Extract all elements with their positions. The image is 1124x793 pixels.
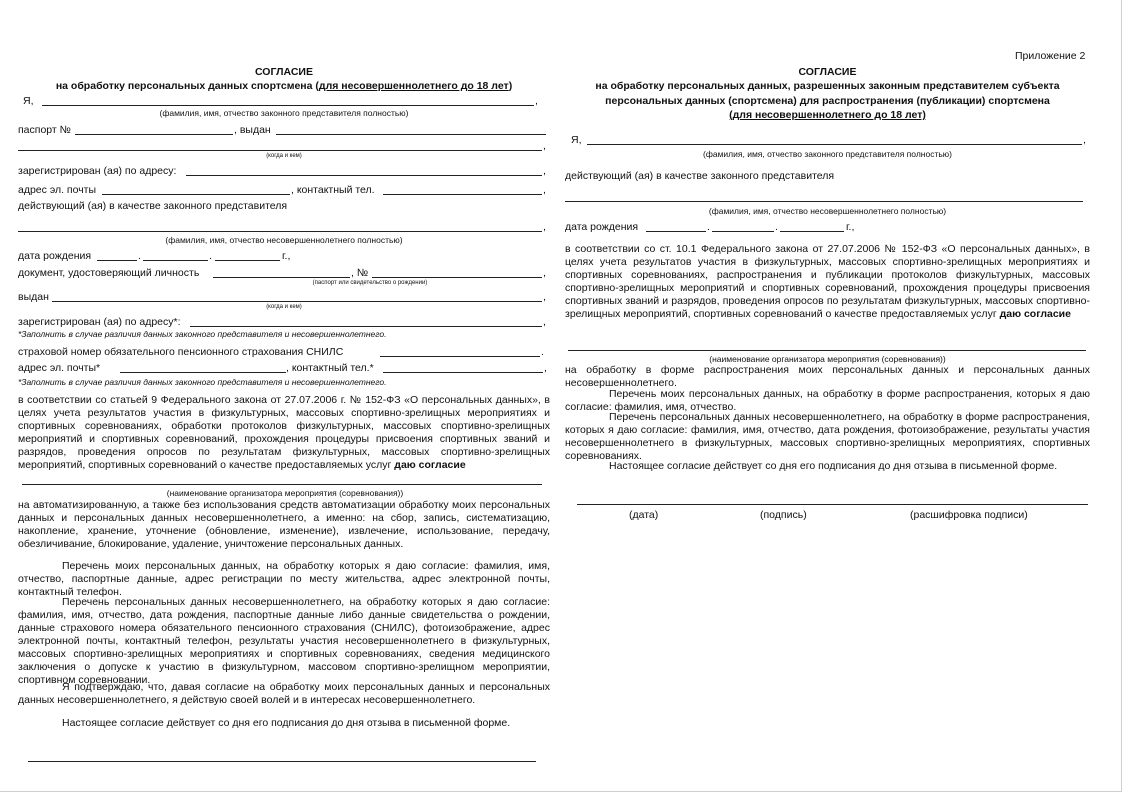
left-issued2-label: выдан bbox=[18, 291, 49, 303]
right-subtitle-3: (для несовершеннолетнего до 18 лет) bbox=[729, 109, 926, 121]
right-birth-label: дата рождения bbox=[565, 221, 639, 233]
right-sig-sign: (подпись) bbox=[760, 509, 807, 521]
left-email-field[interactable] bbox=[102, 194, 290, 195]
left-registered2-field[interactable] bbox=[190, 326, 542, 327]
right-fio-minor-field[interactable] bbox=[565, 201, 1083, 202]
right-sig-decode: (расшифровка подписи) bbox=[910, 509, 1028, 521]
left-org-field[interactable] bbox=[22, 484, 542, 485]
right-subtitle-1: на обработку персональных данных, разрешенных законным представителем субъекта bbox=[595, 80, 1060, 92]
left-phone-label: , контактный тел. bbox=[291, 184, 375, 196]
left-subtitle-prefix: на обработку персональных данных спортсмена ( bbox=[55, 80, 319, 92]
right-title: СОГЛАСИЕ bbox=[798, 66, 857, 78]
left-doc-label: документ, удостоверяющий личность bbox=[18, 267, 200, 279]
left-birth-month-field[interactable] bbox=[143, 260, 208, 261]
right-law-bold: даю согласие bbox=[999, 308, 1071, 320]
left-birth-day-field[interactable] bbox=[97, 260, 137, 261]
left-list2-paragraph: Перечень персональных данных несовершеннолетнего, на обработку которых я даю согласие: фамилия, имя, отчество, дата рождения, паспортные данные либо данные свидетельства о рождении, данные страхового номера обязательного пенсионного страхования (СНИЛС), фотоизображение, адрес электронной почты, контактный телефон, результаты участия несовершеннолетнего в физкультурных, массовых спортивно-зрелищных мероприятиях и спортивных соревнованиях, сведения медицинского заключения о допуске к участию в физкультурном, массовом спортивно-зрелищном мероприятии, спортивном соревновании. bbox=[18, 596, 550, 686]
left-snils-label: страховой номер обязательного пенсионного страхования СНИЛС bbox=[18, 346, 344, 358]
left-note-1: *Заполнить в случае различия данных законного представителя и несовершеннолетнего. bbox=[18, 329, 387, 339]
left-fio-rep-field[interactable] bbox=[42, 105, 534, 106]
left-caption-fio-minor: (фамилия, имя, отчество несовершеннолетнего полностью) bbox=[165, 235, 403, 245]
right-caption-org: (наименование организатора мероприятия (соревнования)) bbox=[709, 354, 946, 364]
left-caption-doc: (паспорт или свидетельство о рождении) bbox=[312, 280, 428, 286]
left-issued2-field[interactable] bbox=[52, 301, 542, 302]
left-doc-no-label: , № bbox=[351, 267, 369, 279]
right-list1-paragraph: Перечень моих персональных данных, на обработку в форме распространения, которых я даю согласие: фамилия, имя, отчество. bbox=[565, 388, 1090, 413]
right-list2-paragraph: Перечень персональных данных несовершеннолетнего, на обработку в форме распространения, которых я даю согласие: фамилия, имя, отчество, дата рождения, фотоизображение, результаты участия несовершеннолетнего в физкультурных, массовых спортивно-зрелищных мероприятиях, спортивных соревнованиях. bbox=[565, 411, 1090, 462]
left-doc-field[interactable] bbox=[213, 277, 350, 278]
left-ya-label: Я, bbox=[23, 95, 34, 107]
left-fio-minor-field[interactable] bbox=[18, 231, 542, 232]
appendix-label: Приложение 2 bbox=[1015, 50, 1086, 62]
left-doc-no-field[interactable] bbox=[372, 277, 542, 278]
left-birth-tail: г., bbox=[282, 250, 291, 262]
left-list1-paragraph: Перечень моих персональных данных, на обработку которых я даю согласие: фамилия, имя, отчество, паспортные данные, адрес регистрации по месту жительства, адрес электронной почты, контактный телефон. bbox=[18, 560, 550, 598]
right-birth-month-field[interactable] bbox=[712, 231, 774, 232]
left-email-label: адрес эл. почты bbox=[18, 184, 97, 196]
left-passport-field[interactable] bbox=[75, 134, 233, 135]
right-fio-rep-field[interactable] bbox=[587, 144, 1082, 145]
right-birth-tail: г., bbox=[846, 221, 855, 233]
left-signature-line[interactable] bbox=[28, 761, 536, 762]
right-acting-label: действующий (ая) в качестве законного представителя bbox=[565, 170, 835, 182]
right-subtitle-2: персональных данных (спортсмена) для распространения (публикации) спортсмена bbox=[605, 95, 1050, 107]
left-law-paragraph bbox=[18, 394, 550, 472]
left-law-bold: даю согласие bbox=[394, 459, 466, 471]
left-issued-label: , выдан bbox=[234, 124, 271, 136]
right-signature-line[interactable] bbox=[577, 504, 1088, 505]
left-caption-when-who: (когда и кем) bbox=[266, 153, 302, 159]
left-issued-field-2[interactable] bbox=[18, 150, 542, 151]
left-email2-field[interactable] bbox=[120, 372, 286, 373]
right-valid-paragraph: Настоящее согласие действует со дня его подписания до дня отзыва в письменной форме. bbox=[609, 460, 1058, 472]
right-birth-day-field[interactable] bbox=[646, 231, 706, 232]
left-birth-label: дата рождения bbox=[18, 250, 92, 262]
left-caption-when-who-2: (когда и кем) bbox=[266, 304, 302, 310]
left-title: СОГЛАСИЕ bbox=[254, 66, 313, 78]
left-registered-field[interactable] bbox=[186, 175, 542, 176]
left-subtitle-underlined: для несовершеннолетнего до 18 лет bbox=[318, 80, 509, 92]
right-law-paragraph bbox=[565, 243, 1090, 321]
left-caption-fio-rep: (фамилия, имя, отчество законного представителя полностью) bbox=[159, 108, 409, 118]
right-birth-year-field[interactable] bbox=[780, 231, 844, 232]
left-confirm-paragraph: Я подтверждаю, что, давая согласие на обработку моих персональных данных и персональных данных несовершеннолетнего, я действую своей волей и в интересах несовершеннолетнего. bbox=[18, 681, 550, 706]
left-phone2-field[interactable] bbox=[383, 372, 543, 373]
right-org-field[interactable] bbox=[568, 350, 1086, 351]
left-caption-org: (наименование организатора мероприятия (соревнования)) bbox=[166, 488, 404, 498]
left-email2-label: адрес эл. почты* bbox=[18, 362, 101, 374]
left-subtitle bbox=[18, 80, 550, 93]
consent-document-page: СОГЛАСИЕ на обработку персональных данных спортсмена (для несовершеннолетнего до 18 лет) Я, , (фамилия, имя, отчество законного представителя полностью) паспорт № , выдан , (когда и кем) зарегистрирован (ая) по адресу: , адрес эл. почты , контактный тел. , действующий (ая) в качестве законного представителя , (фамилия, имя, отчество несовершеннолетнего полностью) дата рождения . . г., документ, удостоверяющий личность , № , (паспорт или свидетельство о рождении) выдан , (когда и кем) зарегистрирован (ая) по адресу*: , *Заполнить в случае различия данных законного представителя и несовершеннолетнего. страховой номер обязательного пенсионного страхования СНИЛС . адрес эл. почты* , контактный тел.* , *Заполнить в случае различия данных законного представителя и несовершеннолетнего. в соответствии со статьей 9 Федерального закона от 27.07.2006 г. № 152-ФЗ «О персональных данных», в целях учета результатов участия в физкультурных, массовых спортивно-зрелищных мероприятиях и спортивных соревнованиях, обработки протоколов физкультурных, массовых спортивно-зрелищных мероприятий и спортивных соревнований, прохождения процедуры присвоения спортивных званий и разрядов, проведения опросов по результатам физкультурных, массовых спортивно-зрелищных мероприятий, спортивных соревнований о качестве предоставляемых услуг даю согласие (наименование организатора мероприятия (соревнования)) на автоматизированную, а также без использования средств автоматизации обработку моих персональных данных и персональных данных несовершеннолетнего, а именно: на сбор, запись, систематизацию, накопление, хранение, уточнение (обновление, изменение), извлечение, использование, передачу, обезличивание, блокирование, удаление, уничтожение персональных данных. Перечень моих персональных данных, на обработку которых я даю согласие: фамилия, имя, отчество, паспортные данные, адрес регистрации по месту жительства, адрес электронной почты, контактный телефон. Перечень персональных данных несовершеннолетнего, на обработку которых я даю согласие: фамилия, имя, отчество, дата рождения, паспортные данные либо данные свидетельства о рождении, данные страхового номера обязательного пенсионного страхования (СНИЛС), фотоизображение, адрес электронной почты, контактный телефон, результаты участия несовершеннолетнего в физкультурных, массовых спортивно-зрелищных мероприятиях и спортивных соревнованиях, сведения медицинского заключения о допуске к участию в физкультурном, массовом спортивно-зрелищном мероприятии, спортивном соревновании. Я подтверждаю, что, давая согласие на обработку моих персональных данных и персональных данных несовершеннолетнего, я действую своей волей и в интересах несовершеннолетнего. Настоящее согласие действует со дня его подписания до дня отзыва в письменной форме. Приложение 2 СОГЛАСИЕ на обработку персональных данных, разрешенных законным представителем субъекта персональных данных (спортсмена) для распространения (публикации) спортсмена (для несовершеннолетнего до 18 лет) Я, , (фамилия, имя, отчество законного представителя полностью) действующий (ая) в качестве законного представителя (фамилия, имя, отчество несовершеннолетнего полностью) дата рождения . . г., в соответствии со ст. 10.1 Федерального закона от 27.07.2006 № 152-ФЗ «О персональных данных», в целях учета результатов участия в физкультурных, массовых спортивно-зрелищных мероприятиях и спортивных соревнованиях, распространения и публикации протоколов физкультурных, массовых спортивно-зрелищных мероприятий и спортивных соревнований, прохождения процедуры присвоения спортивных званий и разрядов, проведения опросов по результатам физкультурных, массовых спортивно-зрелищных мероприятий, спортивных соревнований о качестве предоставляемых услуг даю согласие (наименование организатора мероприятия (соревнования)) на обработку в форме распространения моих персональных данных и персональных данных несовершеннолетнего. Перечень моих персональных данных, на обработку в форме распространения, которых я даю согласие: фамилия, имя, отчество. Перечень персональных данных несовершеннолетнего, на обработку в форме распространения, которых я даю согласие: фамилия, имя, отчество, дата рождения, фотоизображение, результаты участия несовершеннолетнего в физкультурных, массовых спортивно-зрелищных мероприятиях, спортивных соревнованиях. Настоящее согласие действует со дня его подписания до дня отзыва в письменной форме. (дата) (подпись) (расшифровка подписи) bbox=[0, 0, 1124, 793]
right-caption-fio-minor: (фамилия, имя, отчество несовершеннолетнего полностью) bbox=[708, 206, 947, 216]
left-phone2-label: , контактный тел.* bbox=[286, 362, 374, 374]
left-law-text: в соответствии со статьей 9 Федерального закона от 27.07.2006 г. № 152-ФЗ «О персональных данных», в целях учета результатов участия в физкультурных, массовых спортивно-зрелищных мероприятиях и спортивных соревнованиях, обработки протоколов физкультурных, массовых спортивно-зрелищных мероприятий и спортивных соревнований, прохождения процедуры присвоения спортивных званий и разрядов, проведения опросов по результатам физкультурных, массовых спортивно-зрелищных мероприятий, спортивных соревнований о качестве предоставляемых услуг bbox=[18, 394, 550, 471]
right-law-text: в соответствии со ст. 10.1 Федерального закона от 27.07.2006 № 152-ФЗ «О персональных данных», в целях учета результатов участия в физкультурных, массовых спортивно-зрелищных мероприятиях и спортивных соревнованиях, распространения и публикации протоколов физкультурных, массовых спортивно-зрелищных мероприятий и спортивных соревнований, прохождения процедуры присвоения спортивных званий и разрядов, проведения опросов по результатам физкультурных, массовых спортивно-зрелищных мероприятий, спортивных соревнований о качестве предоставляемых услуг bbox=[565, 243, 1090, 320]
right-ya-label: Я, bbox=[571, 134, 582, 146]
left-registered2-label: зарегистрирован (ая) по адресу*: bbox=[18, 316, 181, 328]
right-dist-paragraph: на обработку в форме распространения моих персональных данных и персональных данных несовершеннолетнего. bbox=[565, 364, 1090, 389]
left-phone-field[interactable] bbox=[383, 194, 542, 195]
left-issued-field[interactable] bbox=[276, 134, 546, 135]
right-sig-date: (дата) bbox=[629, 509, 659, 521]
left-valid-paragraph: Настоящее согласие действует со дня его подписания до дня отзыва в письменной форме. bbox=[62, 717, 511, 729]
left-passport-label: паспорт № bbox=[18, 124, 71, 136]
left-birth-year-field[interactable] bbox=[215, 260, 280, 261]
left-auto-paragraph: на автоматизированную, а также без использования средств автоматизации обработку моих персональных данных и персональных данных несовершеннолетнего, а именно: на сбор, запись, систематизацию, накопление, хранение, уточнение (обновление, изменение), извлечение, использование, передачу, обезличивание, блокирование, удаление, уничтожение персональных данных. bbox=[18, 499, 550, 550]
left-acting-label: действующий (ая) в качестве законного представителя bbox=[18, 200, 288, 212]
left-note-2: *Заполнить в случае различия данных законного представителя и несовершеннолетнего. bbox=[18, 377, 387, 387]
right-caption-fio-rep: (фамилия, имя, отчество законного представителя полностью) bbox=[703, 149, 952, 159]
left-registered-label: зарегистрирован (ая) по адресу: bbox=[18, 165, 177, 177]
left-snils-field[interactable] bbox=[380, 356, 540, 357]
left-subtitle-suffix: ) bbox=[508, 80, 513, 92]
